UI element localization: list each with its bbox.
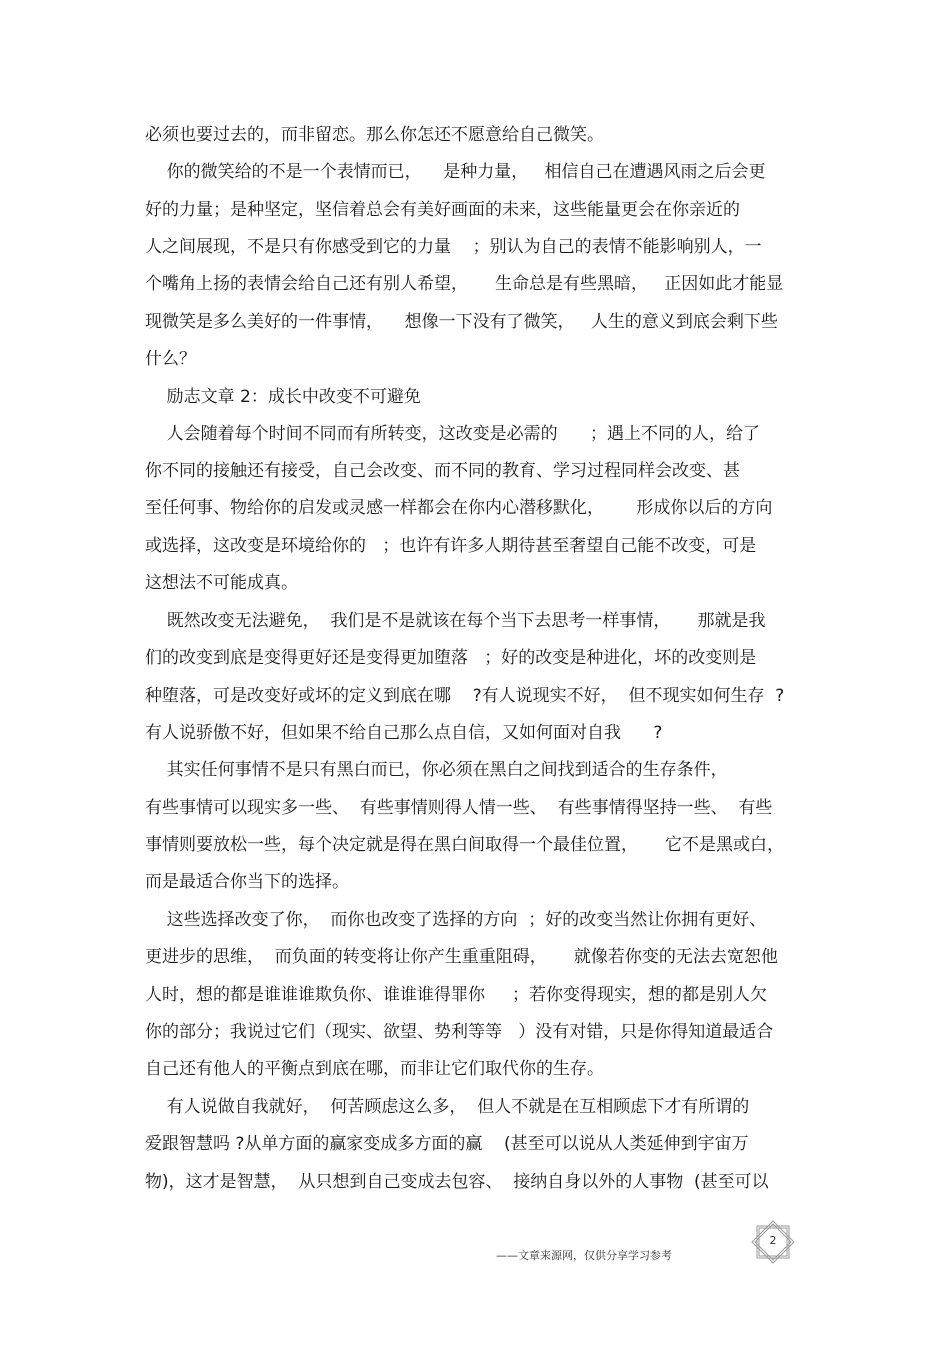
- body-line: 或选择，这改变是环境给你的 ；也许有许多人期待甚至奢望自己能不改变，可是: [145, 536, 757, 556]
- body-line: 你的微笑给的不是一个表情而已， 是种力量， 相信自己在遭遇风雨之后会更: [145, 162, 766, 182]
- body-line: 好的力量；是种坚定，坚信着总会有美好画面的未来，这些能量更会在你亲近的: [145, 200, 740, 220]
- body-line: 们的改变到底是变得更好还是变得更加堕落 ；好的改变是种进化，坏的改变则是: [145, 648, 757, 668]
- body-line: 事情则要放松一些，每个决定就是得在黑白间取得一个最佳位置， 它不是黑或白，: [145, 835, 785, 855]
- body-line: 必须也要过去的，而非留恋。那么你怎还不愿意给自己微笑。: [145, 125, 604, 145]
- footer-source-note: ——文章来源网，仅供分享学习参考: [496, 1249, 672, 1262]
- body-line: 个嘴角上扬的表情会给自己还有别人希望， 生命总是有些黑暗， 正因如此才能显: [145, 274, 784, 294]
- body-line: 有人说做自我就好， 何苦顾虑这么多， 但人不就是在互相顾虑下才有所谓的: [145, 1097, 750, 1117]
- body-line: 什么？: [145, 349, 196, 369]
- body-line: 有人说骄傲不好，但如果不给自己那么点自信，又如何面对自我 ?: [145, 723, 663, 743]
- body-line: 人会随着每个时间不同而有所转变，这改变是必需的 ；遇上不同的人，给了: [145, 424, 761, 444]
- body-line: 物)，这才是智慧， 从只想到自己变成去包容、 接纳自身以外的人事物 (甚至可以: [145, 1172, 769, 1192]
- body-line: 至任何事、物给你的启发或灵感一样都会在你内心潜移默化， 形成你以后的方向: [145, 498, 773, 518]
- body-line: 这想法不可能成真。: [145, 573, 298, 593]
- body-line: 既然改变无法避免， 我们是不是就该在每个当下去思考一样事情， 那就是我: [145, 611, 766, 631]
- page-number: 2: [769, 1234, 777, 1247]
- page-number-badge: [749, 1220, 797, 1264]
- body-line: 现微笑是多么美好的一件事情， 想像一下没有了微笑， 人生的意义到底会剩下些: [145, 312, 778, 332]
- body-line: 人之间展现，不是只有你感受到它的力量 ；别认为自己的表情不能影响别人，一: [145, 237, 762, 257]
- body-line: 你不同的接触还有接受，自己会改变、而不同的教育、学习过程同样会改变、甚: [145, 461, 740, 481]
- body-line: 自己还有他人的平衡点到底在哪，而非让它们取代你的生存。: [145, 1059, 604, 1079]
- body-line: 人时，想的都是谁谁谁欺负你、谁谁谁得罪你 ；若你变得现实，想的都是别人欠: [145, 985, 768, 1005]
- body-line: 而是最适合你当下的选择。: [145, 872, 349, 892]
- body-line: 其实任何事情不是只有黑白而已，你必须在黑白之间找到适合的生存条件，: [145, 760, 728, 780]
- body-line: 你的部分；我说过它们（现实、欲望、势利等等 ）没有对错，只是你得知道最适合: [145, 1022, 774, 1042]
- section-heading: 励志文章 2：成长中改变不可避免: [145, 387, 421, 407]
- body-line: 更进步的思维， 而负面的转变将让你产生重重阻碍， 就像若你变的无法去宽恕他: [145, 947, 778, 967]
- body-line: 爱跟智慧吗 ?从单方面的赢家变成多方面的赢 (甚至可以说从人类延伸到宇宙万: [145, 1134, 749, 1154]
- body-line: 种堕落，可是改变好或坏的定义到底在哪 ?有人说现实不好， 但不现实如何生存 ?: [145, 686, 785, 706]
- body-line: 有些事情可以现实多一些、 有些事情则得人情一些、 有些事情得坚持一些、 有些: [145, 798, 773, 818]
- body-line: 这些选择改变了你， 而你也改变了选择的方向 ；好的改变当然让你拥有更好、: [145, 910, 767, 930]
